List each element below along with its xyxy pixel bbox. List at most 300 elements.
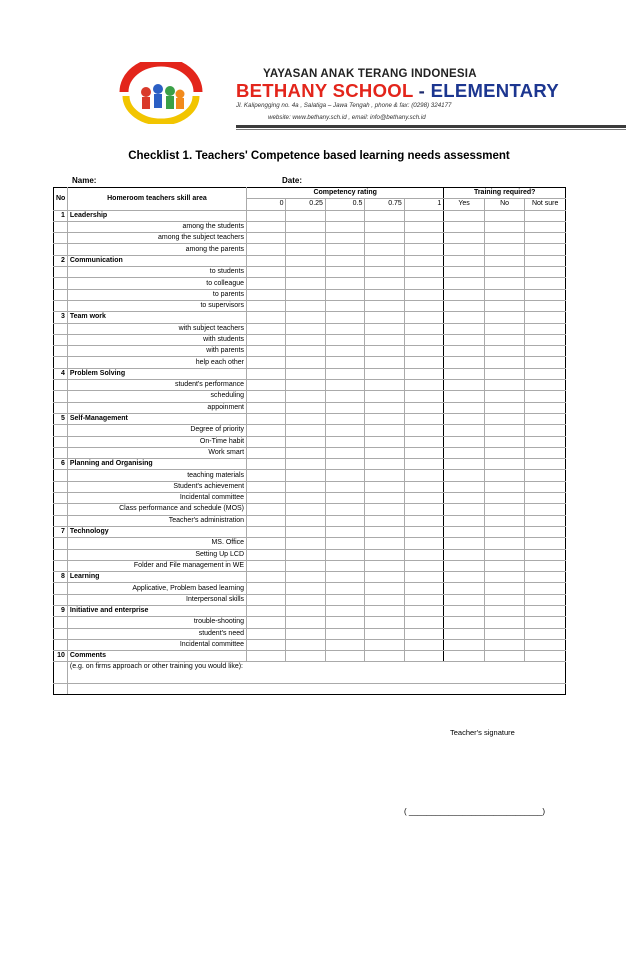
training-cell[interactable] [444,617,485,628]
rating-cell[interactable] [365,278,404,289]
rating-cell[interactable] [404,233,444,244]
training-cell[interactable] [525,357,566,368]
rating-cell[interactable] [247,504,286,515]
rating-cell[interactable] [325,538,364,549]
rating-cell[interactable] [247,493,286,504]
training-cell[interactable] [444,594,485,605]
rating-cell[interactable] [365,346,404,357]
training-cell[interactable] [525,221,566,232]
rating-cell[interactable] [286,312,325,323]
rating-cell[interactable] [286,210,325,221]
training-cell[interactable] [484,605,525,616]
training-cell[interactable] [484,255,525,266]
training-cell[interactable] [525,210,566,221]
rating-cell[interactable] [404,413,444,424]
rating-cell[interactable] [325,651,364,662]
training-cell[interactable] [484,267,525,278]
rating-cell[interactable] [247,380,286,391]
training-cell[interactable] [484,334,525,345]
training-cell[interactable] [525,639,566,650]
rating-cell[interactable] [325,572,364,583]
rating-cell[interactable] [325,470,364,481]
training-cell[interactable] [484,628,525,639]
training-cell[interactable] [444,526,485,537]
training-cell[interactable] [444,334,485,345]
training-cell[interactable] [444,357,485,368]
rating-cell[interactable] [247,413,286,424]
rating-cell[interactable] [365,402,404,413]
rating-cell[interactable] [325,278,364,289]
training-cell[interactable] [444,391,485,402]
training-cell[interactable] [444,368,485,379]
rating-cell[interactable] [365,289,404,300]
training-cell[interactable] [525,572,566,583]
rating-cell[interactable] [404,368,444,379]
rating-cell[interactable] [325,504,364,515]
rating-cell[interactable] [325,312,364,323]
training-cell[interactable] [525,605,566,616]
rating-cell[interactable] [365,538,404,549]
rating-cell[interactable] [286,255,325,266]
rating-cell[interactable] [365,334,404,345]
training-cell[interactable] [525,323,566,334]
training-cell[interactable] [525,334,566,345]
training-cell[interactable] [484,447,525,458]
training-cell[interactable] [444,583,485,594]
rating-cell[interactable] [325,380,364,391]
rating-cell[interactable] [325,515,364,526]
training-cell[interactable] [484,504,525,515]
training-cell[interactable] [525,300,566,311]
rating-cell[interactable] [365,583,404,594]
rating-cell[interactable] [247,402,286,413]
rating-cell[interactable] [365,504,404,515]
rating-cell[interactable] [247,481,286,492]
training-cell[interactable] [444,244,485,255]
training-cell[interactable] [444,538,485,549]
rating-cell[interactable] [247,515,286,526]
rating-cell[interactable] [325,594,364,605]
rating-cell[interactable] [404,583,444,594]
rating-cell[interactable] [286,549,325,560]
training-cell[interactable] [484,572,525,583]
rating-cell[interactable] [365,515,404,526]
rating-cell[interactable] [247,255,286,266]
rating-cell[interactable] [247,233,286,244]
rating-cell[interactable] [325,605,364,616]
rating-cell[interactable] [286,402,325,413]
rating-cell[interactable] [247,470,286,481]
rating-cell[interactable] [365,323,404,334]
rating-cell[interactable] [286,357,325,368]
rating-cell[interactable] [247,368,286,379]
rating-cell[interactable] [325,493,364,504]
training-cell[interactable] [484,210,525,221]
rating-cell[interactable] [365,413,404,424]
rating-cell[interactable] [404,334,444,345]
rating-cell[interactable] [325,368,364,379]
training-cell[interactable] [484,221,525,232]
training-cell[interactable] [484,346,525,357]
training-cell[interactable] [525,549,566,560]
rating-cell[interactable] [365,312,404,323]
training-cell[interactable] [525,233,566,244]
rating-cell[interactable] [247,278,286,289]
training-cell[interactable] [525,278,566,289]
training-cell[interactable] [525,368,566,379]
training-cell[interactable] [444,210,485,221]
training-cell[interactable] [484,470,525,481]
rating-cell[interactable] [247,289,286,300]
training-cell[interactable] [484,481,525,492]
training-cell[interactable] [525,267,566,278]
rating-cell[interactable] [247,628,286,639]
rating-cell[interactable] [325,334,364,345]
rating-cell[interactable] [404,572,444,583]
rating-cell[interactable] [325,323,364,334]
training-cell[interactable] [525,447,566,458]
rating-cell[interactable] [404,357,444,368]
training-cell[interactable] [484,583,525,594]
rating-cell[interactable] [404,402,444,413]
rating-cell[interactable] [286,470,325,481]
training-cell[interactable] [444,470,485,481]
rating-cell[interactable] [365,493,404,504]
training-cell[interactable] [444,380,485,391]
training-cell[interactable] [525,402,566,413]
training-cell[interactable] [525,504,566,515]
training-cell[interactable] [444,605,485,616]
rating-cell[interactable] [404,346,444,357]
rating-cell[interactable] [286,289,325,300]
rating-cell[interactable] [365,628,404,639]
rating-cell[interactable] [325,459,364,470]
rating-cell[interactable] [365,560,404,571]
rating-cell[interactable] [286,617,325,628]
rating-cell[interactable] [286,560,325,571]
rating-cell[interactable] [247,617,286,628]
rating-cell[interactable] [365,481,404,492]
rating-cell[interactable] [365,436,404,447]
training-cell[interactable] [484,244,525,255]
rating-cell[interactable] [286,233,325,244]
training-cell[interactable] [444,278,485,289]
rating-cell[interactable] [325,481,364,492]
training-cell[interactable] [525,493,566,504]
rating-cell[interactable] [325,628,364,639]
rating-cell[interactable] [286,459,325,470]
rating-cell[interactable] [404,210,444,221]
rating-cell[interactable] [247,244,286,255]
training-cell[interactable] [444,572,485,583]
rating-cell[interactable] [247,459,286,470]
rating-cell[interactable] [404,312,444,323]
rating-cell[interactable] [325,391,364,402]
training-cell[interactable] [444,651,485,662]
rating-cell[interactable] [404,538,444,549]
training-cell[interactable] [525,425,566,436]
rating-cell[interactable] [325,300,364,311]
training-cell[interactable] [525,244,566,255]
training-cell[interactable] [484,289,525,300]
rating-cell[interactable] [404,470,444,481]
training-cell[interactable] [525,346,566,357]
rating-cell[interactable] [325,560,364,571]
rating-cell[interactable] [247,594,286,605]
training-cell[interactable] [525,459,566,470]
rating-cell[interactable] [404,617,444,628]
rating-cell[interactable] [325,639,364,650]
rating-cell[interactable] [404,651,444,662]
training-cell[interactable] [484,493,525,504]
rating-cell[interactable] [286,628,325,639]
rating-cell[interactable] [325,289,364,300]
training-cell[interactable] [484,459,525,470]
rating-cell[interactable] [365,651,404,662]
rating-cell[interactable] [247,639,286,650]
training-cell[interactable] [444,447,485,458]
rating-cell[interactable] [247,346,286,357]
rating-cell[interactable] [247,538,286,549]
rating-cell[interactable] [286,481,325,492]
training-cell[interactable] [484,549,525,560]
training-cell[interactable] [444,346,485,357]
rating-cell[interactable] [365,572,404,583]
training-cell[interactable] [444,459,485,470]
training-cell[interactable] [444,560,485,571]
rating-cell[interactable] [286,267,325,278]
rating-cell[interactable] [365,617,404,628]
training-cell[interactable] [484,368,525,379]
training-cell[interactable] [525,617,566,628]
rating-cell[interactable] [247,391,286,402]
training-cell[interactable] [444,312,485,323]
rating-cell[interactable] [404,255,444,266]
rating-cell[interactable] [365,210,404,221]
training-cell[interactable] [484,617,525,628]
training-cell[interactable] [444,289,485,300]
rating-cell[interactable] [404,639,444,650]
training-cell[interactable] [444,323,485,334]
rating-cell[interactable] [365,255,404,266]
rating-cell[interactable] [404,267,444,278]
rating-cell[interactable] [325,267,364,278]
rating-cell[interactable] [325,233,364,244]
rating-cell[interactable] [404,560,444,571]
training-cell[interactable] [484,391,525,402]
training-cell[interactable] [444,267,485,278]
rating-cell[interactable] [404,447,444,458]
training-cell[interactable] [444,628,485,639]
training-cell[interactable] [525,436,566,447]
rating-cell[interactable] [404,323,444,334]
rating-cell[interactable] [247,221,286,232]
training-cell[interactable] [484,425,525,436]
training-cell[interactable] [444,413,485,424]
rating-cell[interactable] [247,651,286,662]
training-cell[interactable] [525,481,566,492]
rating-cell[interactable] [247,210,286,221]
training-cell[interactable] [484,538,525,549]
rating-cell[interactable] [247,447,286,458]
rating-cell[interactable] [365,470,404,481]
training-cell[interactable] [444,255,485,266]
rating-cell[interactable] [247,323,286,334]
rating-cell[interactable] [404,628,444,639]
rating-cell[interactable] [325,255,364,266]
rating-cell[interactable] [325,346,364,357]
rating-cell[interactable] [325,583,364,594]
rating-cell[interactable] [247,267,286,278]
rating-cell[interactable] [404,425,444,436]
training-cell[interactable] [484,300,525,311]
rating-cell[interactable] [404,221,444,232]
rating-cell[interactable] [365,605,404,616]
training-cell[interactable] [484,639,525,650]
rating-cell[interactable] [286,436,325,447]
training-cell[interactable] [484,413,525,424]
training-cell[interactable] [525,413,566,424]
training-cell[interactable] [444,493,485,504]
rating-cell[interactable] [286,651,325,662]
rating-cell[interactable] [404,300,444,311]
rating-cell[interactable] [325,617,364,628]
rating-cell[interactable] [325,210,364,221]
training-cell[interactable] [484,312,525,323]
training-cell[interactable] [525,470,566,481]
rating-cell[interactable] [286,605,325,616]
rating-cell[interactable] [404,493,444,504]
training-cell[interactable] [444,504,485,515]
rating-cell[interactable] [247,425,286,436]
rating-cell[interactable] [365,244,404,255]
rating-cell[interactable] [365,267,404,278]
rating-cell[interactable] [404,605,444,616]
rating-cell[interactable] [247,300,286,311]
rating-cell[interactable] [365,368,404,379]
rating-cell[interactable] [286,323,325,334]
rating-cell[interactable] [325,413,364,424]
training-cell[interactable] [525,583,566,594]
rating-cell[interactable] [286,278,325,289]
rating-cell[interactable] [247,572,286,583]
rating-cell[interactable] [286,594,325,605]
rating-cell[interactable] [247,605,286,616]
rating-cell[interactable] [325,447,364,458]
training-cell[interactable] [444,436,485,447]
training-cell[interactable] [484,594,525,605]
rating-cell[interactable] [365,300,404,311]
rating-cell[interactable] [404,459,444,470]
rating-cell[interactable] [325,425,364,436]
training-cell[interactable] [525,289,566,300]
rating-cell[interactable] [404,594,444,605]
training-cell[interactable] [444,300,485,311]
rating-cell[interactable] [286,515,325,526]
rating-cell[interactable] [325,436,364,447]
training-cell[interactable] [444,402,485,413]
rating-cell[interactable] [286,368,325,379]
training-cell[interactable] [525,380,566,391]
training-cell[interactable] [444,515,485,526]
rating-cell[interactable] [365,639,404,650]
rating-cell[interactable] [365,221,404,232]
rating-cell[interactable] [365,526,404,537]
training-cell[interactable] [444,425,485,436]
rating-cell[interactable] [365,425,404,436]
rating-cell[interactable] [247,549,286,560]
rating-cell[interactable] [365,391,404,402]
training-cell[interactable] [444,221,485,232]
training-cell[interactable] [444,481,485,492]
rating-cell[interactable] [286,526,325,537]
rating-cell[interactable] [404,549,444,560]
training-cell[interactable] [525,560,566,571]
rating-cell[interactable] [286,639,325,650]
training-cell[interactable] [525,255,566,266]
rating-cell[interactable] [286,221,325,232]
rating-cell[interactable] [286,346,325,357]
training-cell[interactable] [484,560,525,571]
training-cell[interactable] [484,380,525,391]
rating-cell[interactable] [404,391,444,402]
rating-cell[interactable] [286,244,325,255]
rating-cell[interactable] [286,447,325,458]
training-cell[interactable] [484,651,525,662]
rating-cell[interactable] [286,538,325,549]
training-cell[interactable] [525,594,566,605]
rating-cell[interactable] [404,278,444,289]
rating-cell[interactable] [325,244,364,255]
training-cell[interactable] [525,538,566,549]
rating-cell[interactable] [404,436,444,447]
training-cell[interactable] [484,526,525,537]
rating-cell[interactable] [325,221,364,232]
training-cell[interactable] [525,628,566,639]
training-cell[interactable] [484,233,525,244]
rating-cell[interactable] [325,402,364,413]
training-cell[interactable] [444,233,485,244]
rating-cell[interactable] [365,447,404,458]
rating-cell[interactable] [365,233,404,244]
training-cell[interactable] [484,357,525,368]
rating-cell[interactable] [286,391,325,402]
training-cell[interactable] [484,323,525,334]
rating-cell[interactable] [247,560,286,571]
rating-cell[interactable] [247,334,286,345]
training-cell[interactable] [484,436,525,447]
rating-cell[interactable] [286,334,325,345]
rating-cell[interactable] [365,549,404,560]
rating-cell[interactable] [404,244,444,255]
rating-cell[interactable] [365,380,404,391]
rating-cell[interactable] [286,572,325,583]
rating-cell[interactable] [325,357,364,368]
rating-cell[interactable] [286,425,325,436]
rating-cell[interactable] [404,504,444,515]
rating-cell[interactable] [286,493,325,504]
training-cell[interactable] [525,391,566,402]
rating-cell[interactable] [404,289,444,300]
training-cell[interactable] [525,651,566,662]
rating-cell[interactable] [247,357,286,368]
rating-cell[interactable] [404,380,444,391]
rating-cell[interactable] [247,436,286,447]
rating-cell[interactable] [286,413,325,424]
rating-cell[interactable] [286,380,325,391]
training-cell[interactable] [484,515,525,526]
training-cell[interactable] [525,526,566,537]
